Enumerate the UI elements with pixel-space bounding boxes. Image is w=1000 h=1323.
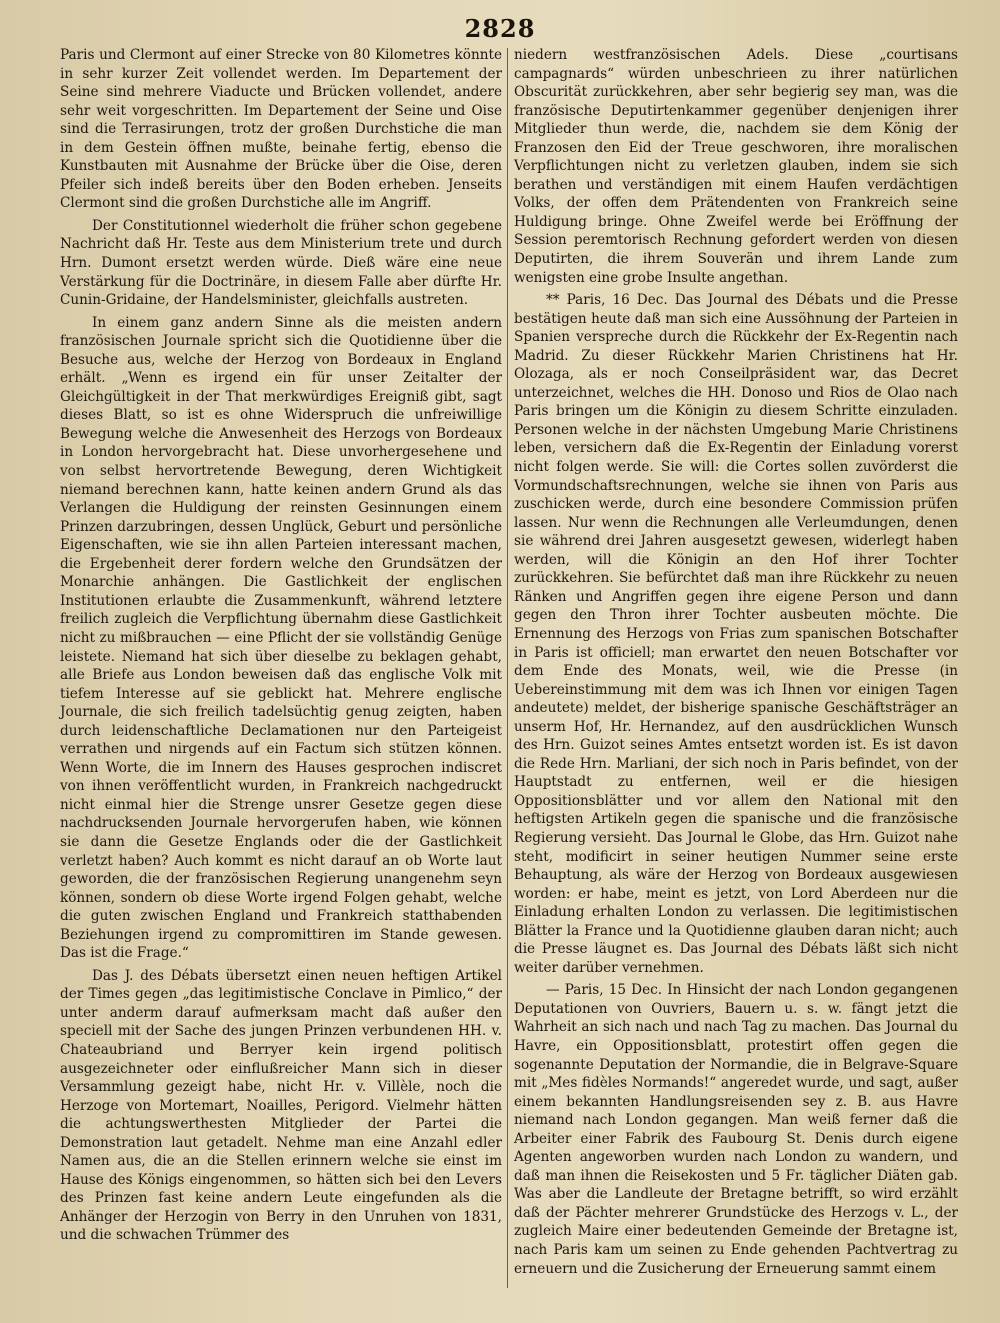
article-paragraph: — Paris, 15 Dec. In Hinsicht der nach London gegangenen Deputationen von Ouvriers, Bauern u. s. w. fängt jetzt die Wahrheit an sich nach und nach Tag zu machen. Das Journal du Havre, ein Oppositionsblatt, protestirt offen gegen die sogenannte Deputation der Normandie, die in Belgrave-Square mit „Mes fidèles Normands!“ angeredet wurde, und sagt, außer einem bekannten Handlungsreisenden sey z. B. aus Havre niemand nach London gegangen. Man weiß ferner daß die Arbeiter einer Fabrik des Faubourg St. Denis durch eigene Agenten angeworben wurden nach London zu wandern, und daß man ihnen die Reisekosten und 5 Fr. täglicher Diäten gab. Was aber die Landleute der Bretagne betrifft, so wird erzählt daß der Pächter mehrerer Grundstücke des Herzogs v. L., der zugleich Maire einer bedeutenden Gemeinde der Bretagne ist, nach Paris kam um seinen zu Ende gehenden Pachtvertrag zu erneuern und die Zusicherung der Erneuerung sammt einem: [514, 982, 958, 1277]
article-paragraph: niedern westfranzösischen Adels. Diese „courtisans campagnards“ würden unbeschrieen zu ihrer natürlichen Obscurität zurückkehren, aber sehr begierig sey man, was die französische Deputirtenkammer gegenüber denjenigen ihrer Mitglieder thun werde, die, nachdem sie dem König der Franzosen den Eid der Treue geschworen, ihre moralischen Verpflichtungen nicht zu verletzen glauben, indem sie sich berathen und verständigen mit einem Haufen verdächtigen Volks, der offen dem Prätendenten von Frankreich seine Huldigung bringe. Ohne Zweifel werde bei Eröffnung der Session peremtorisch Rechnung gefordert werden von diesen Deputirten, die ihrem Souverän und ihrem Lande zum wenigsten eine grobe Insulte angethan.: [514, 47, 958, 286]
column-divider: [507, 48, 508, 1288]
article-paragraph: In einem ganz andern Sinne als die meisten andern französischen Journale spricht sich die Quotidienne über die Besuche aus, welche der Herzog von Bordeaux in England erhält. „Wenn es irgend ein für unser Zeitalter der Gleichgültigkeit in der That merkwürdiges Ereigniß gibt, sagt dieses Blatt, so ist es ohne Widerspruch die unfreiwillige Bewegung welche die Anwesenheit des Herzogs von Bordeaux in London hervorgebracht hat. Diese unvorhergesehene und von selbst hervortretende Bewegung, deren Wichtigkeit niemand berechnen kann, hatte keinen andern Grund als das Verlangen die Huldigung der reinsten Gesinnungen einem Prinzen darzubringen, dessen Unglück, Geburt und persönliche Eigenschaften, wie sie ihn allen Parteien interessant machen, die Ergebenheit derer fordern welche den Grundsätzen der Monarchie anhängen. Die Gastlichkeit der englischen Institutionen erlaubte die Zusammenkunft, während letztere freilich zugleich die Verpflichtung übernahm diese Gastlichkeit nicht zu mißbrauchen — eine Pflicht der sie vollständig Genüge leistete. Niemand hat sich über dieselbe zu beklagen gehabt, alle Briefe aus London beweisen daß das englische Volk mit tiefem Interesse auf sie geblickt hat. Mehrere englische Journale, die sich freilich tadelsüchtig genug zeigten, haben durch leidenschaftliche Declamationen nur den Parteigeist verrathen und nirgends auf ein Factum sich stützen können. Wenn Worte, die im Innern des Hauses gesprochen indiscret von ihnen veröffentlicht wurden, in Frankreich nachgedruckt nicht einmal hier die Strenge unsrer Gesetze gegen diese nachdrucksenden Journale hervorgerufen haben, wie können sie dann die Gesetze Englands oder die der Gastlichkeit verletzt haben? Auch kommt es nicht darauf an ob Worte laut geworden, die der französischen Regierung unangenehm seyn können, sondern ob diese Worte irgend Folgen gehabt, welche die guten zwischen England und Frankreich statthabenden Beziehungen irgend zu compromittiren im Stande gewesen. Das ist die Frage.“: [60, 314, 502, 962]
left-column: [60, 46, 502, 1249]
article-paragraph: Paris und Clermont auf einer Strecke von 80 Kilometres könnte in sehr kurzer Zeit vollendet werden. Im Departement der Seine sind mehrere Viaducte und Brücken vollendet, andere sehr weit vorgeschritten. Im Departement der Seine und Oise sind die Terrasirungen, trotz der großen Durchstiche die man in dem Gestein öffnen mußte, beinahe fertig, ebenso die Kunstbauten mit Ausnahme der Brücke über die Oise, deren Pfeiler sich indeß bereits über den Boden erheben. Jenseits Clermont sind die großen Durchstiche alle im Angriff.: [60, 47, 502, 212]
page-number: 2828: [464, 14, 536, 43]
right-column: [514, 46, 958, 1282]
article-paragraph: Das J. des Débats übersetzt einen neuen heftigen Artikel der Times gegen „das legitimistische Conclave in Pimlico,“ der unter anderm darauf aufmerksam macht daß außer den speciell mit der Sache des jungen Prinzen verbundenen HH. v. Chateaubriand und Berryer kein irgend politisch ausgezeichneter oder einflußreicher Mann sich in dieser Versammlung gezeigt habe, nicht Hr. v. Villèle, noch die Herzoge von Mortemart, Noailles, Perigord. Vielmehr hätten die achtungswerthesten Mitglieder der Partei die Demonstration laut getadelt. Nehme man eine Anzahl edler Namen aus, die an die Stellen erinnern welche sie einst im Hause des Königs eingenommen, so hätten sich bei den Levers des Prinzen fast keine andern Leute eingefunden als die Anhänger der Herzogin von Berry in den Unruhen von 1831, und die schwachen Trümmer des: [60, 967, 502, 1244]
article-paragraph: ** Paris, 16 Dec. Das Journal des Débats und die Presse bestätigen heute daß man sich eine Aussöhnung der Parteien in Spanien verspreche durch die Rückkehr der Ex-Regentin nach Madrid. Zu dieser Rückkehr Marien Christinens hat Hr. Olozaga, als er noch Conseilpräsident war, das Decret unterzeichnet, welches die HH. Donoso und Rios de Olao nach Paris bringen um die Königin zu diesem Schritte einzuladen. Personen welche in der nächsten Umgebung Marie Christinens leben, versichern daß die Ex-Regentin der Einladung vorerst nicht folgen werde. Sie will: die Cortes sollen zuvörderst die Vormundschaftsrechnungen, welche sie ihnen von Paris aus zuschicken werde, durch eine besondere Commission prüfen lassen. Nur wenn die Rechnungen alle Verleumdungen, denen sie während drei Jahren ausgesetzt gewesen, widerlegt haben werden, will die Königin an den Hof ihrer Tochter zurückkehren. Sie befürchtet daß man ihre Rückkehr zu neuen Ränken und Angriffen gegen ihre eigene Person und dann gegen den Thron ihrer Tochter ausbeuten möchte. Die Ernennung des Herzogs von Frias zum spanischen Botschafter in Paris ist officiell; man erwartet den neuen Botschafter vor dem Ende des Monats, weil, wie die Presse (in Uebereinstimmung mit dem was ich Ihnen vor einigen Tagen andeutete) meldet, der bisherige spanische Geschäftsträger an unserm Hof, Hr. Hernandez, auf den ausdrücklichen Wunsch des Hrn. Guizot seines Amtes entsetzt worden ist. Es ist davon die Rede Hrn. Marliani, der sich noch in Paris befindet, von der Hauptstadt zu entfernen, weil er die hiesigen Oppositionsblätter und vor allem den National mit den heftigsten Artikeln gegen die spanische und die französische Regierung versieht. Das Journal le Globe, das Hrn. Guizot nahe steht, modificirt in seiner heutigen Nummer seine erste Behauptung, als wäre der Herzog von Bordeaux ausgewiesen worden: er habe, meint es jetzt, von Lord Aberdeen nur die Einladung erhalten London zu verlassen. Die legitimistischen Blätter la France und la Quotidienne glauben daran nicht; auch die Presse läugnet es. Das Journal des Débats läßt sich nicht weiter darüber vernehmen.: [514, 292, 958, 976]
article-paragraph: Der Constitutionnel wiederholt die früher schon gegebene Nachricht daß Hr. Teste aus dem Ministerium trete und durch Hrn. Dumont ersetzt werden würde. Dieß wäre eine neue Verstärkung für die Doctrinäre, in diesem Falle aber dürfte Hr. Cunin-Gridaine, der Handelsminister, gleichfalls austreten.: [60, 217, 502, 309]
